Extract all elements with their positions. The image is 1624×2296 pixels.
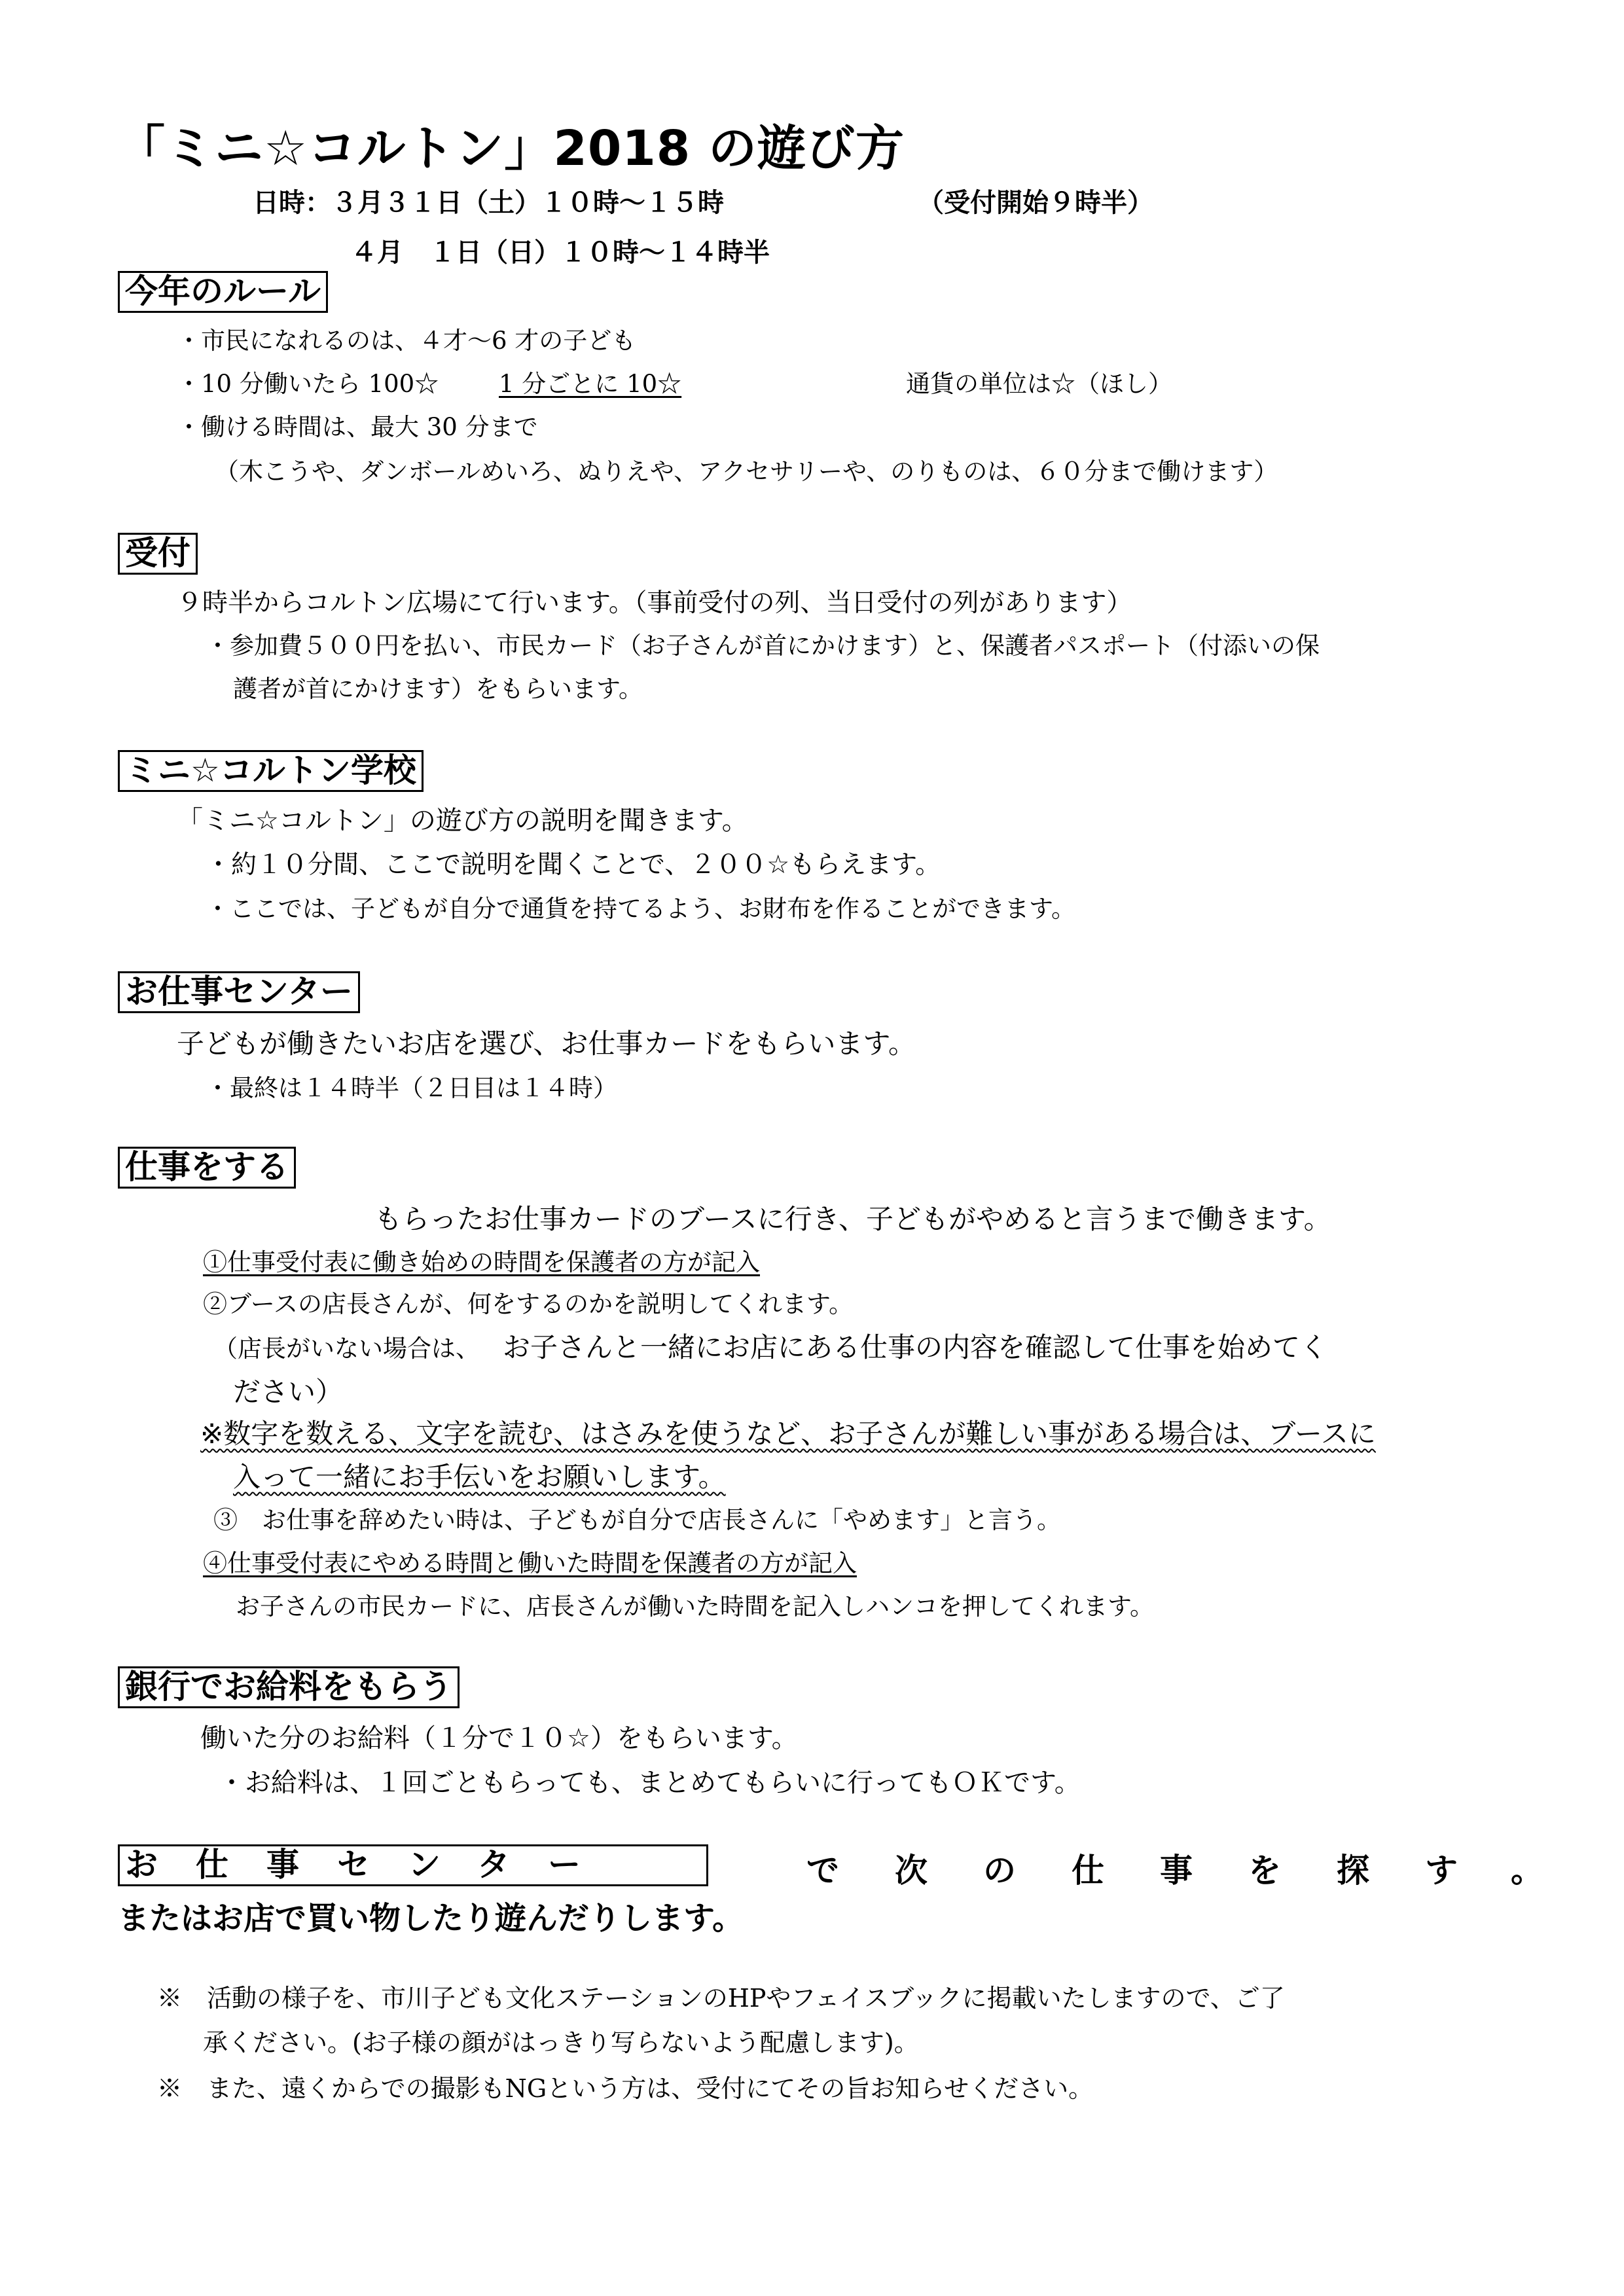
- rules-item-2b: 1 分ごとに 10☆: [499, 370, 682, 398]
- rules-item-1: ・市民になれるのは、４才～6 才の子ども: [177, 327, 636, 355]
- note-1-continued: 承ください。(お子様の顔がはっきり写らないよう配慮します)。: [203, 2028, 919, 2057]
- rules-item-2a: ・10 分働いたら 100☆: [177, 370, 439, 398]
- reception-line-3: 護者が首にかけます）をもらいます。: [233, 675, 643, 703]
- job-center-line-2: ・最終は１４時半（２日目は１４時）: [206, 1074, 617, 1102]
- note-2: ※ また、遠くからでの撮影もNGという方は、受付にてその旨お知らせください。: [157, 2074, 1094, 2103]
- work-step-2-note-c: ださい）: [233, 1376, 344, 1408]
- section-heading-bank: 銀行でお給料をもらう: [118, 1666, 460, 1708]
- work-step-2: ②ブースの店長さんが、何をするのかを説明してくれます。: [203, 1290, 854, 1318]
- work-step-2-note-b: お子さんと一緒にお店にある仕事の内容を確認して仕事を始めてく: [503, 1331, 1328, 1363]
- section-heading-next-job: お仕事センター: [118, 1844, 708, 1886]
- school-line-1: 「ミニ☆コルトン」の遊び方の説明を聞きます。: [177, 806, 748, 836]
- work-caution-1: ※数字を数える、文字を読む、はさみを使うなど、お子さんが難しい事がある場合は、ブースに: [200, 1418, 1376, 1450]
- bank-line-1: 働いた分のお給料（１分で１０☆）をもらいます。: [200, 1723, 798, 1753]
- job-center-line-1: 子どもが働きたいお店を選び、お仕事カードをもらいます。: [177, 1028, 916, 1060]
- section-heading-work: 仕事をする: [118, 1147, 296, 1189]
- work-step-1: ①仕事受付表に働き始めの時間を保護者の方が記入: [203, 1248, 760, 1276]
- work-step-4-note: お子さんの市民カードに、店長さんが働いた時間を記入しハンコを押してくれます。: [236, 1592, 1155, 1621]
- schedule-reception-note: （受付開始９時半）: [918, 188, 1153, 218]
- next-line-2: またはお店で買い物したり遊んだりします。: [118, 1900, 744, 1937]
- work-step-2-note-a: （店長がいない場合は、: [213, 1335, 480, 1363]
- work-step-4: ④仕事受付表にやめる時間と働いた時間を保護者の方が記入: [203, 1549, 857, 1577]
- work-line-1: もらったお仕事カードのブースに行き、子どもがやめると言うまで働きます。: [374, 1203, 1331, 1235]
- work-step-3: ③ お仕事を辞めたい時は、子どもが自分で店長さんに「やめます」と言う。: [213, 1506, 1061, 1534]
- page-title: 「ミニ☆コルトン」2018 の遊び方: [117, 120, 905, 177]
- work-caution-2: 入って一緒にお手伝いをお願いします。: [233, 1461, 726, 1493]
- section-heading-reception: 受付: [118, 533, 198, 575]
- section-heading-rules: 今年のルール: [118, 271, 328, 313]
- reception-line-2: ・参加費５００円を払い、市民カード（お子さんが首にかけます）と、保護者パスポート（付添いの保: [206, 632, 1320, 660]
- schedule-line-2: ４月 １日（日）１０時～１４時半: [351, 238, 770, 268]
- section-heading-school: ミニ☆コルトン学校: [118, 750, 424, 792]
- schedule-line-1: 日時：３月３１日（土）１０時～１５時: [253, 188, 724, 218]
- note-1: ※ 活動の様子を、市川子ども文化ステーションのHPやフェイスブックに掲載いたしますので、ご了: [157, 1984, 1285, 2013]
- school-line-3: ・ここでは、子どもが自分で通貨を持てるよう、お財布を作ることができます。: [206, 895, 1076, 923]
- bank-line-2: ・お給料は、１回ごともらっても、まとめてもらいに行ってもＯＫです。: [219, 1768, 1081, 1798]
- section-heading-job-center: お仕事センター: [118, 971, 360, 1013]
- school-line-2: ・約１０分間、ここで説明を聞くことで、２００☆もらえます。: [206, 850, 941, 880]
- reception-line-1: ９時半からコルトン広場にて行います。（事前受付の列、当日受付の列があります）: [177, 588, 1132, 618]
- rules-item-3-note: （木こうや、ダンボールめいろ、ぬりえや、アクセサリーや、のりものは、６０分まで働けます）: [215, 457, 1278, 486]
- rules-item-3: ・働ける時間は、最大 30 分まで: [177, 413, 538, 441]
- next-line-1-rest: で次の仕事を探す。: [806, 1852, 1599, 1890]
- rules-item-2c: 通貨の単位は☆（ほし）: [906, 370, 1172, 398]
